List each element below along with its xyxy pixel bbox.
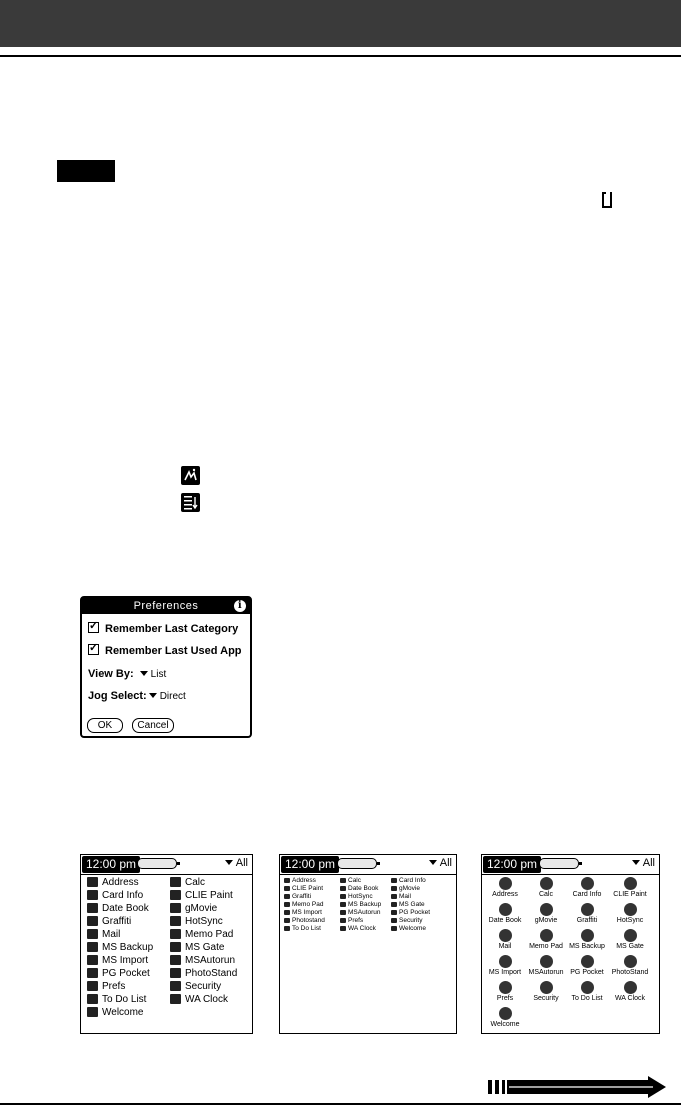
- address-icon: [87, 877, 98, 887]
- app-clie-paint[interactable]: CLIE Paint: [170, 890, 233, 901]
- app-address[interactable]: Address: [87, 877, 139, 888]
- gmovie-icon: [170, 903, 181, 913]
- dropdown-arrow-icon: [632, 860, 640, 865]
- hotsync-icon: [624, 903, 637, 916]
- preferences-dialog: [80, 596, 252, 738]
- header-bar: [0, 0, 681, 47]
- gmovie-icon: [540, 903, 553, 916]
- battery-icon: [137, 858, 177, 869]
- jog-select-select[interactable]: Direct: [159, 691, 186, 702]
- app-gmovie[interactable]: gMovie: [521, 903, 571, 925]
- launcher-icon-view: [481, 854, 660, 1034]
- pg-pocket-icon: [87, 968, 98, 978]
- app-calc[interactable]: Calc: [170, 877, 205, 888]
- memory-stick-icon: [602, 192, 612, 208]
- app-memo-pad[interactable]: Memo Pad: [521, 929, 571, 951]
- app-ms-import[interactable]: MS Import: [87, 955, 148, 966]
- app-pg-pocket[interactable]: PG Pocket: [87, 968, 150, 979]
- app-welcome[interactable]: Welcome: [391, 925, 426, 933]
- graffiti-icon: [181, 466, 200, 485]
- app-welcome[interactable]: Welcome: [87, 1007, 144, 1018]
- note-label-box: [57, 160, 115, 182]
- prefs-icon: [499, 981, 512, 994]
- clie-paint-icon: [170, 890, 181, 900]
- security-icon: [540, 981, 553, 994]
- app-to-do-list[interactable]: To Do List: [562, 981, 612, 1003]
- app-wa-clock[interactable]: WA Clock: [605, 981, 655, 1003]
- ms-backup-icon: [340, 902, 346, 907]
- app-prefs[interactable]: Prefs: [340, 917, 363, 925]
- app-wa-clock[interactable]: WA Clock: [170, 994, 228, 1005]
- ms-gate-icon: [170, 942, 181, 952]
- photostand-icon: [170, 968, 181, 978]
- app-ms-backup[interactable]: MS Backup: [340, 901, 381, 909]
- date-book-icon: [499, 903, 512, 916]
- app-calc[interactable]: Calc: [521, 877, 571, 899]
- battery-icon: [539, 858, 579, 869]
- info-icon[interactable]: i: [234, 600, 246, 612]
- photostand-icon: [284, 918, 290, 923]
- app-msautorun[interactable]: MSAutorun: [340, 909, 381, 917]
- app-date-book[interactable]: Date Book: [87, 903, 149, 914]
- pg-pocket-icon: [391, 910, 397, 915]
- remember-last-category-checkbox[interactable]: ✓Remember Last Category: [88, 622, 238, 635]
- security-icon: [170, 981, 181, 991]
- app-pg-pocket[interactable]: PG Pocket: [562, 955, 612, 977]
- launcher-header: [280, 855, 456, 874]
- address-icon: [284, 878, 290, 883]
- hotsync-icon: [340, 894, 346, 899]
- launcher-header: [482, 855, 659, 874]
- mail-icon: [499, 929, 512, 942]
- app-memo-pad[interactable]: Memo Pad: [170, 929, 233, 940]
- app-ms-import[interactable]: MS Import: [284, 909, 322, 917]
- category-select[interactable]: All: [632, 857, 655, 869]
- sort-list-icon: [181, 493, 200, 512]
- clock[interactable]: 12:00 pm: [82, 856, 140, 873]
- footer-rule: [0, 1103, 681, 1105]
- app-date-book[interactable]: Date Book: [480, 903, 530, 925]
- launcher-list-view: [80, 854, 253, 1034]
- app-wa-clock[interactable]: WA Clock: [340, 925, 376, 933]
- ms-gate-icon: [391, 902, 397, 907]
- card-info-icon: [391, 878, 397, 883]
- mail-icon: [87, 929, 98, 939]
- app-clie-paint[interactable]: CLIE Paint: [284, 885, 323, 893]
- app-hotsync[interactable]: HotSync: [170, 916, 223, 927]
- ms-backup-icon: [581, 929, 594, 942]
- prefs-icon: [340, 918, 346, 923]
- app-photostand[interactable]: PhotoStand: [605, 955, 655, 977]
- app-prefs[interactable]: Prefs: [480, 981, 530, 1003]
- app-to-do-list[interactable]: To Do List: [284, 925, 321, 933]
- date-book-icon: [340, 886, 346, 891]
- clock[interactable]: 12:00 pm: [483, 856, 541, 873]
- app-msautorun[interactable]: MSAutorun: [521, 955, 571, 977]
- launcher-header: [81, 855, 252, 874]
- app-gmovie[interactable]: gMovie: [391, 885, 420, 893]
- app-welcome[interactable]: Welcome: [480, 1007, 530, 1029]
- msautorun-icon: [340, 910, 346, 915]
- app-to-do-list[interactable]: To Do List: [87, 994, 146, 1005]
- view-by-row: View By: List: [88, 668, 167, 680]
- app-msautorun[interactable]: MSAutorun: [170, 955, 235, 966]
- header-divider: [81, 874, 252, 875]
- ms-gate-icon: [624, 929, 637, 942]
- address-icon: [499, 877, 512, 890]
- app-graffiti[interactable]: Graffiti: [562, 903, 612, 925]
- app-mail[interactable]: Mail: [391, 893, 411, 901]
- security-icon: [391, 918, 397, 923]
- ms-backup-icon: [87, 942, 98, 952]
- mail-icon: [391, 894, 397, 899]
- app-ms-backup[interactable]: MS Backup: [87, 942, 153, 953]
- dialog-title-bar: [82, 598, 250, 614]
- app-graffiti[interactable]: Graffiti: [284, 893, 311, 901]
- calc-icon: [170, 877, 181, 887]
- app-mail[interactable]: Mail: [480, 929, 530, 951]
- app-security[interactable]: Security: [521, 981, 571, 1003]
- battery-icon: [337, 858, 377, 869]
- wa-clock-icon: [170, 994, 181, 1004]
- app-hotsync[interactable]: HotSync: [340, 893, 373, 901]
- welcome-icon: [391, 926, 397, 931]
- memo-pad-icon: [284, 902, 290, 907]
- app-card-info[interactable]: Card Info: [391, 877, 426, 885]
- app-card-info[interactable]: Card Info: [562, 877, 612, 899]
- remember-last-used-app-checkbox[interactable]: ✓Remember Last Used App: [88, 644, 242, 657]
- memo-pad-icon: [170, 929, 181, 939]
- launcher-small-list-view: [279, 854, 457, 1034]
- ms-import-icon: [87, 955, 98, 965]
- ms-import-icon: [499, 955, 512, 968]
- wa-clock-icon: [340, 926, 346, 931]
- app-clie-paint[interactable]: CLIE Paint: [605, 877, 655, 899]
- calc-icon: [340, 878, 346, 883]
- dropdown-arrow-icon: [140, 671, 148, 676]
- app-date-book[interactable]: Date Book: [340, 885, 378, 893]
- jog-select-row: Jog Select: Direct: [88, 690, 186, 702]
- header-divider: [280, 874, 456, 875]
- clock[interactable]: 12:00 pm: [281, 856, 339, 873]
- view-by-select[interactable]: List: [150, 669, 167, 680]
- app-graffiti[interactable]: Graffiti: [87, 916, 131, 927]
- dialog-title: Preferences: [133, 600, 199, 612]
- photostand-icon: [624, 955, 637, 968]
- app-memo-pad[interactable]: Memo Pad: [284, 901, 323, 909]
- dropdown-arrow-icon: [149, 693, 157, 698]
- app-hotsync[interactable]: HotSync: [605, 903, 655, 925]
- app-address[interactable]: Address: [480, 877, 530, 899]
- graffiti-icon: [284, 894, 290, 899]
- date-book-icon: [87, 903, 98, 913]
- memo-pad-icon: [540, 929, 553, 942]
- app-ms-backup[interactable]: MS Backup: [562, 929, 612, 951]
- app-pg-pocket[interactable]: PG Pocket: [391, 909, 430, 917]
- app-gmovie[interactable]: gMovie: [170, 903, 217, 914]
- to-do-list-icon: [87, 994, 98, 1004]
- welcome-icon: [499, 1007, 512, 1020]
- clie-paint-icon: [284, 886, 290, 891]
- header-divider: [482, 874, 659, 875]
- msautorun-icon: [170, 955, 181, 965]
- card-info-icon: [87, 890, 98, 900]
- clie-paint-icon: [624, 877, 637, 890]
- graffiti-icon: [87, 916, 98, 926]
- category-select[interactable]: All: [429, 857, 452, 869]
- app-address[interactable]: Address: [284, 877, 316, 885]
- header-rule: [0, 55, 681, 57]
- welcome-icon: [87, 1007, 98, 1017]
- app-prefs[interactable]: Prefs: [87, 981, 125, 992]
- to-do-list-icon: [581, 981, 594, 994]
- dropdown-arrow-icon: [225, 860, 233, 865]
- app-photostand[interactable]: Photostand: [284, 917, 325, 925]
- wa-clock-icon: [624, 981, 637, 994]
- app-security[interactable]: Security: [391, 917, 422, 925]
- card-info-icon: [581, 877, 594, 890]
- ms-import-icon: [284, 910, 290, 915]
- checkbox-checked-icon: [88, 644, 99, 655]
- app-card-info[interactable]: Card Info: [87, 890, 143, 901]
- app-ms-gate[interactable]: MS Gate: [391, 901, 425, 909]
- category-select[interactable]: All: [225, 857, 248, 869]
- cancel-button[interactable]: Cancel: [132, 718, 174, 733]
- app-ms-import[interactable]: MS Import: [480, 955, 530, 977]
- app-security[interactable]: Security: [170, 981, 221, 992]
- to-do-list-icon: [284, 926, 290, 931]
- prefs-icon: [87, 981, 98, 991]
- hotsync-icon: [170, 916, 181, 926]
- gmovie-icon: [391, 886, 397, 891]
- msautorun-icon: [540, 955, 553, 968]
- ok-button[interactable]: OK: [87, 718, 123, 733]
- app-ms-gate[interactable]: MS Gate: [605, 929, 655, 951]
- calc-icon: [540, 877, 553, 890]
- app-ms-gate[interactable]: MS Gate: [170, 942, 224, 953]
- continued-arrow-icon: [488, 1076, 668, 1098]
- dropdown-arrow-icon: [429, 860, 437, 865]
- app-mail[interactable]: Mail: [87, 929, 120, 940]
- graffiti-icon: [581, 903, 594, 916]
- pg-pocket-icon: [581, 955, 594, 968]
- app-photostand[interactable]: PhotoStand: [170, 968, 237, 979]
- checkbox-checked-icon: [88, 622, 99, 633]
- app-calc[interactable]: Calc: [340, 877, 361, 885]
